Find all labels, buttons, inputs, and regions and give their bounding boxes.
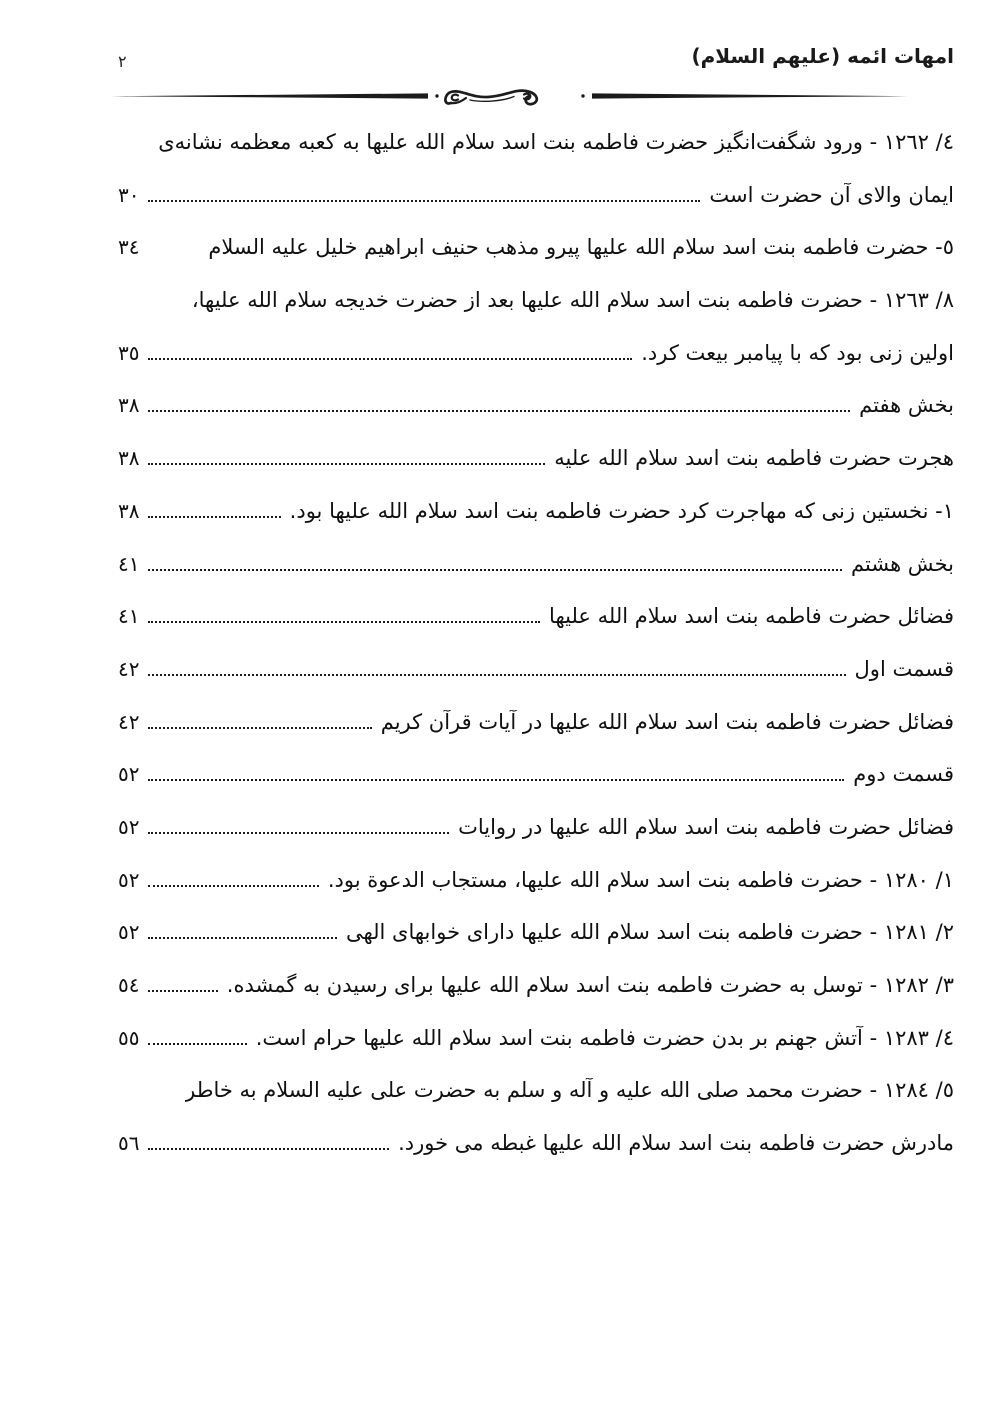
toc-entry-text: ٤/ ١٢٨٣ - آتش جهنم بر بدن حضرت فاطمه بنت اسد سلام الله علیها حرام است. xyxy=(255,1025,954,1050)
toc-entry-text: قسمت دوم xyxy=(853,762,954,787)
toc-entry xyxy=(118,910,954,963)
toc-page-number: ٥٤ xyxy=(118,973,140,997)
toc-page-number: ٥٢ xyxy=(118,867,140,892)
table-of-contents xyxy=(118,120,954,1174)
toc-entry xyxy=(118,1016,954,1069)
dot-leader xyxy=(148,516,280,518)
toc-page-number: ٥٥ xyxy=(118,1025,140,1050)
toc-entry-text: ١- نخستین زنی که مهاجرت کرد حضرت فاطمه بنت اسد سلام الله علیها بود. xyxy=(289,498,954,523)
toc-page-number: ٥٢ xyxy=(118,920,140,945)
toc-page-number: ٣٨ xyxy=(118,393,140,418)
toc-entry xyxy=(118,120,954,173)
toc-entry xyxy=(118,278,954,331)
toc-page-number: ٣٥ xyxy=(118,340,140,365)
dot-leader xyxy=(148,779,844,781)
toc-entry xyxy=(118,1121,954,1174)
toc-page-number: ٤٢ xyxy=(118,656,140,681)
toc-entry xyxy=(118,489,954,542)
toc-page-number: ٣٨ xyxy=(118,446,140,471)
swirl-divider-icon xyxy=(110,84,910,110)
dot-leader xyxy=(148,832,449,834)
toc-entry-text: ١/ ١٢٨٠ - حضرت فاطمه بنت اسد سلام الله علیها، مستجاب الدعوة بود. xyxy=(327,867,954,892)
toc-entry xyxy=(118,225,954,278)
toc-page-number: ٤١ xyxy=(118,551,140,576)
toc-entry xyxy=(118,647,954,700)
toc-entry xyxy=(118,963,954,1016)
toc-entry-text: ٨/ ١٢٦٣ - حضرت فاطمه بنت اسد سلام الله علیها بعد از حضرت خدیجه سلام الله علیها، xyxy=(191,288,954,313)
toc-entry-text: فضائل حضرت فاطمه بنت اسد سلام الله علیها xyxy=(549,604,954,629)
toc-entry xyxy=(118,1068,954,1121)
toc-entry-text: مادرش حضرت فاطمه بنت اسد سلام الله علیها غبطه می خورد. xyxy=(398,1131,954,1156)
toc-entry-text: قسمت اول xyxy=(854,656,954,681)
toc-entry-text: فضائل حضرت فاطمه بنت اسد سلام الله علیها در آیات قرآن کریم xyxy=(380,709,954,734)
dot-leader xyxy=(148,621,540,623)
toc-page-number: ٥٢ xyxy=(118,814,140,839)
dot-leader xyxy=(148,463,545,465)
toc-entry xyxy=(118,542,954,595)
toc-page-number: ٤١ xyxy=(118,604,140,629)
page-number: ٢ xyxy=(118,52,127,71)
toc-entry xyxy=(118,858,954,911)
dot-leader xyxy=(148,727,371,729)
toc-page-number: ٣٨ xyxy=(118,498,140,523)
dot-leader xyxy=(148,358,632,360)
toc-entry xyxy=(118,752,954,805)
toc-entry-text: ٣/ ١٢٨٢ - توسل به حضرت فاطمه بنت اسد سلام الله علیها برای رسیدن به گمشده. xyxy=(226,973,954,997)
dot-leader xyxy=(148,1043,246,1045)
dot-leader xyxy=(148,1148,389,1150)
toc-entry-text: فضائل حضرت فاطمه بنت اسد سلام الله علیها در روایات xyxy=(458,814,954,839)
ornamental-divider xyxy=(110,84,910,110)
dot-leader xyxy=(148,937,336,939)
toc-entry-text: ٤/ ١٢٦٢ - ورود شگفت‌انگیز حضرت فاطمه بنت اسد سلام الله علیها به کعبه معظمه نشانه‌ی xyxy=(158,130,954,154)
toc-entry-text: ٢/ ١٢٨١ - حضرت فاطمه بنت اسد سلام الله علیها دارای خوابهای الهی xyxy=(345,920,954,945)
dot-leader xyxy=(148,990,217,992)
dot-leader xyxy=(148,410,850,412)
toc-page-number: ٣٠ xyxy=(118,182,140,207)
toc-entry-text: بخش هفتم xyxy=(859,393,954,418)
toc-page-number: ٣٤ xyxy=(118,235,140,260)
toc-entry-text: ٥/ ١٢٨٤ - حضرت محمد صلی الله علیه و آله و سلم به حضرت علی علیه السلام به خاطر xyxy=(185,1078,954,1103)
toc-entry xyxy=(118,700,954,753)
toc-entry-text: هجرت حضرت فاطمه بنت اسد سلام الله علیه xyxy=(554,446,954,471)
toc-entry xyxy=(118,594,954,647)
toc-page-number: ٥٢ xyxy=(118,762,140,787)
toc-entry xyxy=(118,436,954,489)
toc-entry-text: ایمان والای آن حضرت است xyxy=(709,182,954,207)
toc-entry xyxy=(118,383,954,436)
toc-entry xyxy=(118,805,954,858)
dot-leader xyxy=(148,252,199,254)
toc-entry-text: ٥- حضرت فاطمه بنت اسد سلام الله علیها پیرو مذهب حنیف ابراهیم خلیل علیه السلام xyxy=(208,235,954,260)
dot-leader xyxy=(148,200,700,202)
dot-leader xyxy=(148,674,845,676)
toc-entry-text: بخش هشتم xyxy=(851,551,954,576)
running-title: امهات ائمه (علیهم السلام) xyxy=(691,44,954,68)
dot-leader xyxy=(148,885,318,887)
toc-page-number: ٥٦ xyxy=(118,1131,140,1156)
toc-page-number: ٤٢ xyxy=(118,709,140,734)
toc-entry-text: اولین زنی بود که با پیامبر بیعت کرد. xyxy=(641,340,954,365)
toc-entry xyxy=(118,331,954,384)
dot-leader xyxy=(148,569,842,571)
toc-entry xyxy=(118,173,954,226)
